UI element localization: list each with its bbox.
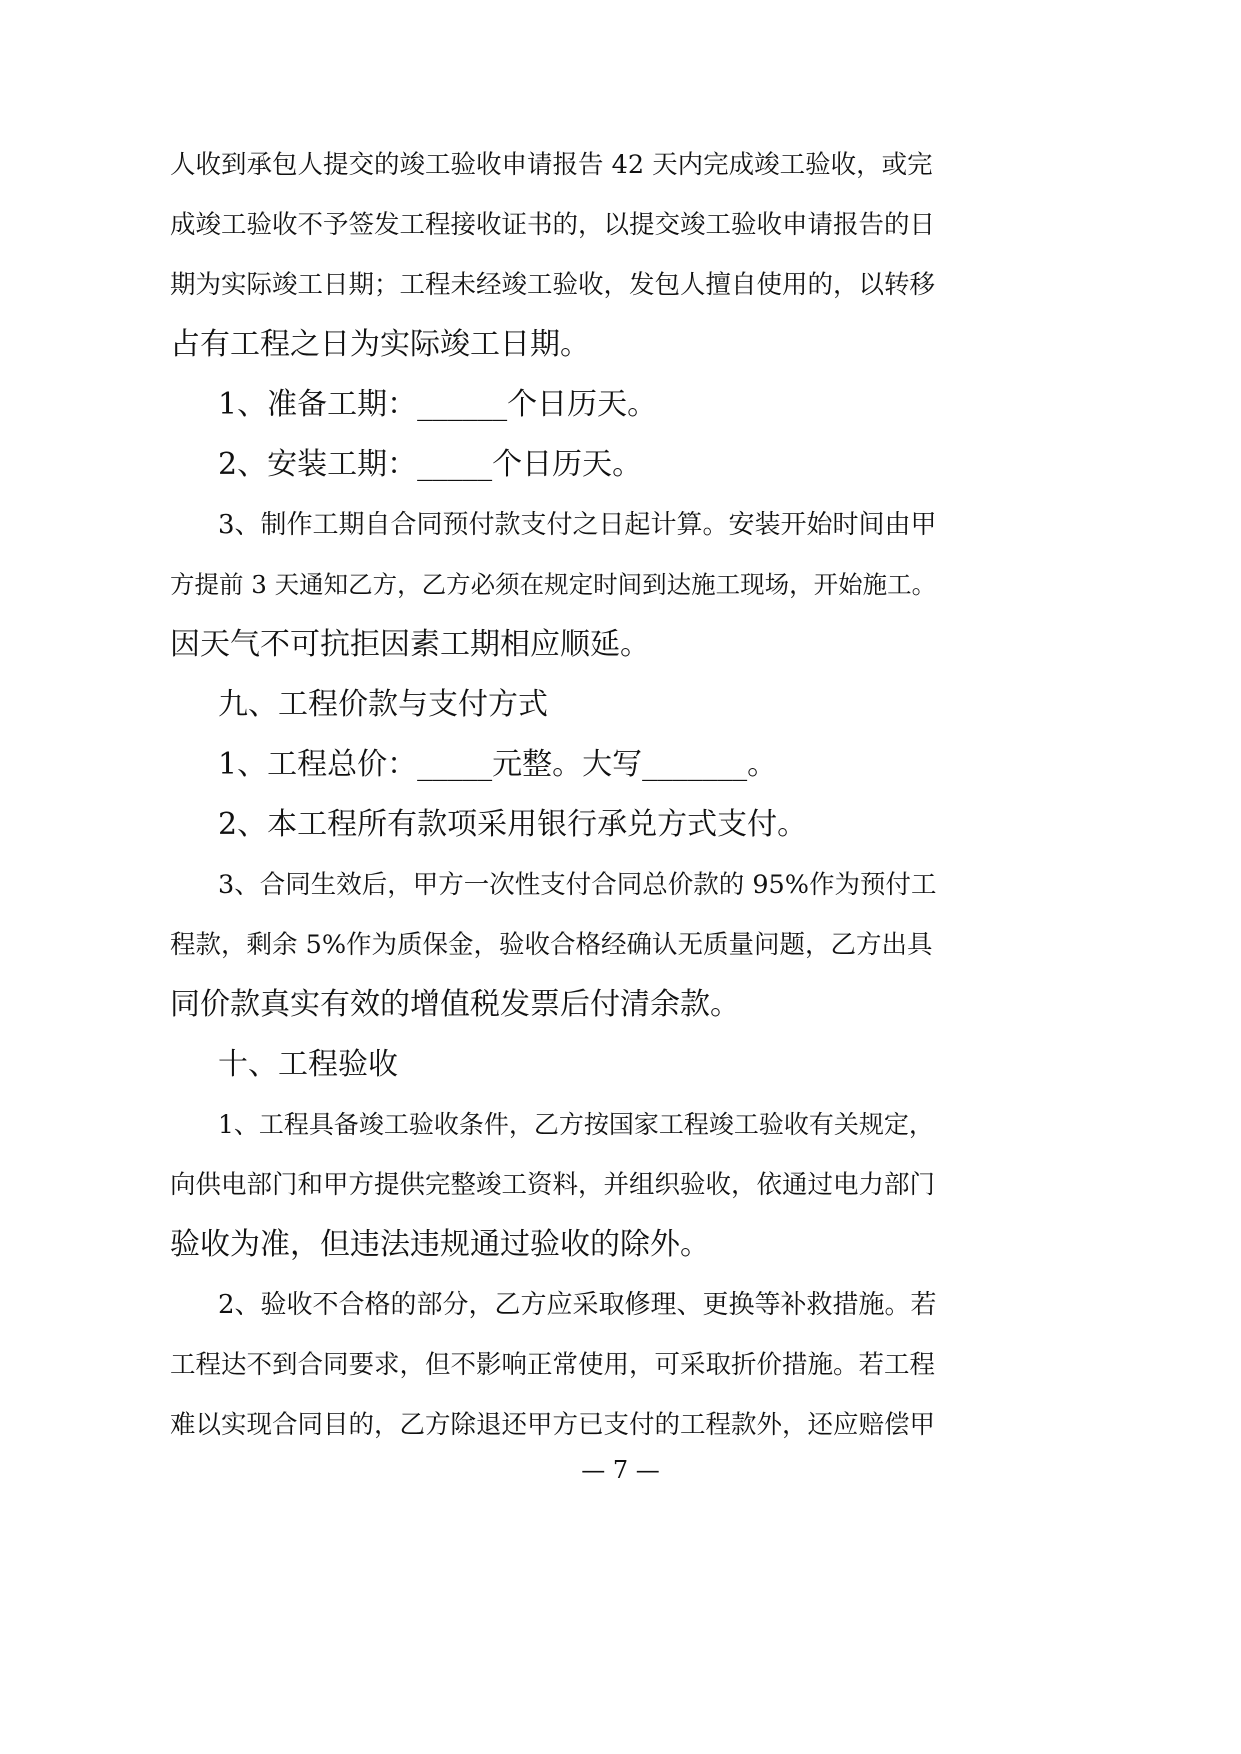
text-line: 验收为准，但违法违规通过验收的除外。 <box>170 1227 710 1262</box>
list-item: 1、工程总价：_____元整。大写_______。 <box>218 747 778 782</box>
page-number: — 7 — <box>581 1456 660 1484</box>
list-item: 2、本工程所有款项采用银行承兑方式支付。 <box>218 807 808 842</box>
text-line: 成竣工验收不予签发工程接收证书的，以提交竣工验收申请报告的日 <box>170 210 936 240</box>
section-heading: 十、工程验收 <box>218 1047 398 1082</box>
list-item: 3、制作工期自合同预付款支付之日起计算。安装开始时间由甲 <box>218 510 937 540</box>
text-line: 方提前 3 天通知乙方，乙方必须在规定时间到达施工现场，开始施工。 <box>170 570 937 599</box>
section-heading: 九、工程价款与支付方式 <box>218 687 548 722</box>
list-item: 3、合同生效后，甲方一次性支付合同总价款的 95%作为预付工 <box>218 870 937 900</box>
text-line: 期为实际竣工日期；工程未经竣工验收，发包人擅自使用的，以转移 <box>170 270 936 300</box>
text-line: 人收到承包人提交的竣工验收申请报告 42 天内完成竣工验收，或完 <box>170 150 933 180</box>
text-line: 工程达不到合同要求，但不影响正常使用，可采取折价措施。若工程 <box>170 1350 936 1380</box>
text-line: 难以实现合同目的，乙方除退还甲方已支付的工程款外，还应赔偿甲 <box>170 1410 936 1440</box>
text-line: 因天气不可抗拒因素工期相应顺延。 <box>170 627 650 662</box>
text-line: 同价款真实有效的增值税发票后付清余款。 <box>170 987 740 1022</box>
text-line: 程款，剩余 5%作为质保金，验收合格经确认无质量问题，乙方出具 <box>170 930 933 960</box>
list-item: 2、安装工期：_____个日历天。 <box>218 447 643 482</box>
text-line: 向供电部门和甲方提供完整竣工资料，并组织验收，依通过电力部门 <box>170 1170 936 1200</box>
list-item: 1、准备工期：______个日历天。 <box>218 387 658 422</box>
list-item: 1、工程具备竣工验收条件，乙方按国家工程竣工验收有关规定， <box>218 1110 934 1139</box>
list-item: 2、验收不合格的部分，乙方应采取修理、更换等补救措施。若 <box>218 1290 937 1320</box>
text-line: 占有工程之日为实际竣工日期。 <box>170 327 590 362</box>
